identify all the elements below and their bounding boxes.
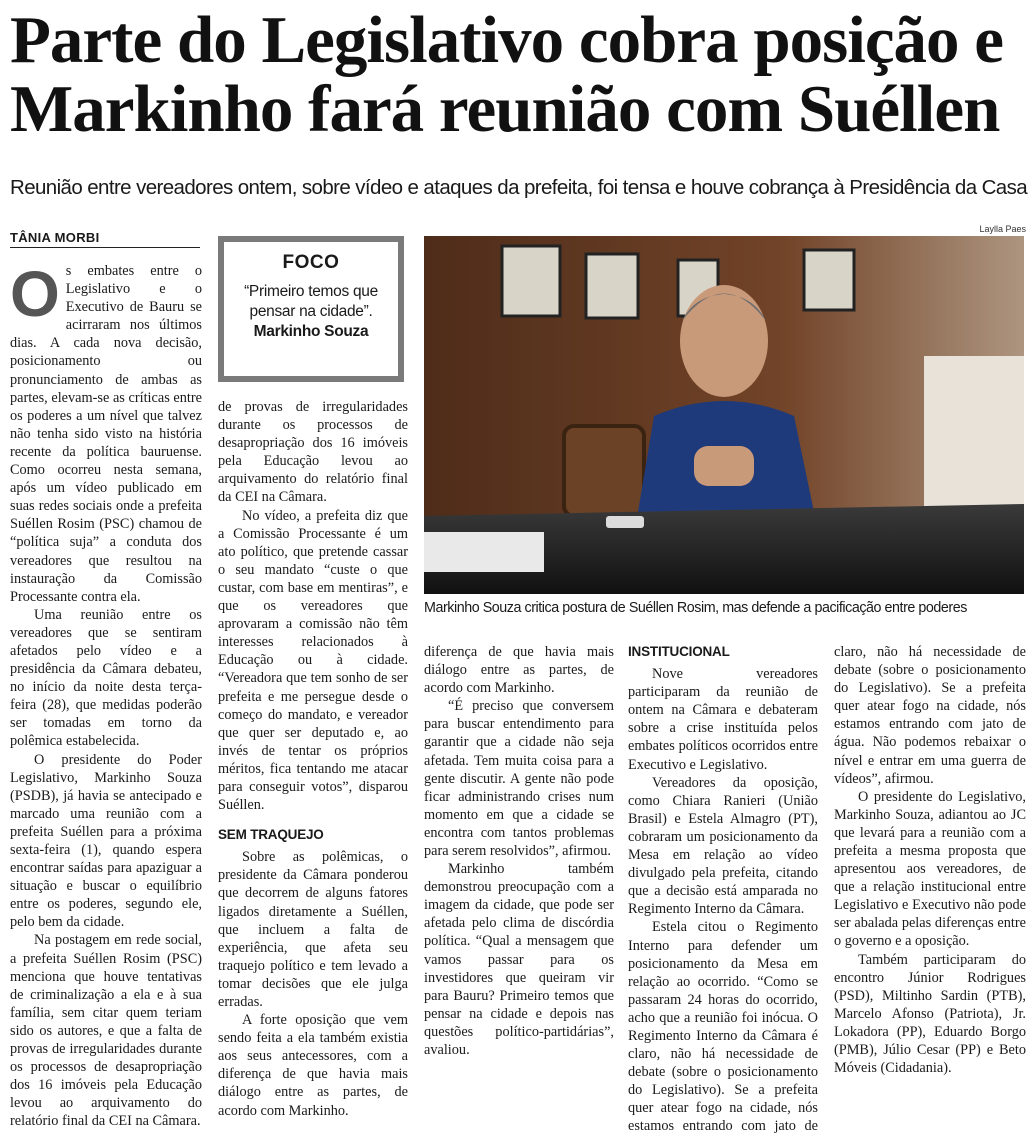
article-paragraph: diferença de que havia mais diálogo entre as partes, de acordo com Markinho. (424, 643, 614, 697)
article-paragraph: A forte oposição que vem sendo feita a ela também existia aos seus antecessores, com a diferença de que havia mais diálogo entre as partes, de acordo com Markinho. (218, 1012, 408, 1119)
article-column-4 (628, 643, 818, 1137)
article-paragraph: Sobre as polêmicas, o presidente da Câmara ponderou que decorrem de alguns fatores ligados diretamente a Suéllen, que incluem a falta de experiência, que afeta seu traquejo político e tem levado a tomar decisões que ele julga erradas. (218, 849, 408, 1010)
article-paragraph: O presidente do Legislativo, Markinho Souza, adiantou ao JC que levará para a reunião com a prefeita a mesma proposta que apresentou aos vereadores, de que a relação institucional entre Legislativo e Executivo não pode ser abalada pelas diferenças entre o governo e a oposição. (834, 788, 1026, 950)
drop-cap: O (10, 262, 60, 330)
article-paragraph: No vídeo, a prefeita diz que a Comissão Processante é um ato político, que pretende cassar o seu mandato “custe o que custar, com base em mentiras”, e que os vereadores que aprovaram a comissão não têm interesses relacionados à Educação ou à cidade. “Vereadora que tem sonho de ser prefeita e me persegue desde o começo do mandato, e vereador que quer ser deputado e, ao invés de tentar os próprios méritos, fica tentando me atacar para conseguir votos”, disparou Suéllen. (218, 507, 408, 814)
focus-quote: “Primeiro temos que pensar na cidade”. (244, 283, 378, 320)
article-column-2 (218, 398, 408, 1137)
focus-title: FOCO (282, 252, 340, 273)
photo-caption: Markinho Souza critica postura de Suéllen Rosim, mas defende a pacificação entre poderes (424, 600, 967, 616)
article-paragraph: Também participaram do encontro Júnior Rodrigues (PSD), Miltinho Sardin (PTB), Marcelo Afonso (Patriota), Jr. Lokadora (PP), Eduardo Borgo (PMB), Júlio Cesar (PP) e Beto Móveis (Cidadania). (834, 951, 1026, 1077)
photo-credit: Laylla Paes (979, 224, 1026, 234)
headline-line-2: Markinho fará reunião com Suéllen (10, 72, 1000, 146)
headline (10, 3, 1030, 146)
article-paragraph: Nove vereadores participaram da reunião de ontem na Câmara e debateram sobre a crise instituída pelos embates políticos ocorridos entre Executivo e Legislativo. (628, 666, 818, 773)
column-2-flow (218, 398, 408, 1120)
column-3-flow (424, 643, 614, 1059)
byline: TÂNIA MORBI (10, 230, 200, 248)
headline-line-1: Parte do Legislativo cobra posição e (10, 3, 1004, 77)
article-paragraph: Estela citou o Regimento Interno para defender um posicionamento da Mesa em relação ao ocorrido. “Como se passaram 24 horas do ocorrido, acho que a reunião foi inócua. O Regimento Interno da Câmara é claro, não há necessidade de debate (sobre o posicionamento do Legislativo). Se a prefeita quer atear fogo na cidade, nós estamos entrando com jato de (628, 919, 818, 1135)
article-paragraph: O presidente do Poder Legislativo, Markinho Souza (PSDB), já havia se antecipado e marcado uma reunião com a prefeita Suéllen para a próxima sexta-feira (1), quando espera encontrar saídas para apaziguar a situação e buscar o equilíbrio entre os poderes, segundo ele, pelo bem da cidade. (10, 751, 202, 931)
focus-box (218, 236, 404, 382)
article-paragraph: Vereadores da oposição, como Chiara Ranieri (União Brasil) e Estela Almagro (PT), cobraram um posicionamento da Mesa em relação ao vídeo divulgado pela prefeita, citando que a decisão está amparada no Regimento Interno da Câmara. (628, 774, 818, 918)
article-column-1 (10, 262, 202, 1137)
article-paragraph: “É preciso que conversem para buscar entendimento para garantir que a cidade não seja afetada. Tem muita coisa para a gente discutir. A gente não pode ficar administrando crises num momento em que a cidade se encontra com tantos problemas para serem resolvidos”, afirmou. (424, 698, 614, 860)
section-title-sem-traquejo: SEM TRAQUEJO (218, 827, 324, 843)
photo-illustration (424, 236, 1024, 594)
article-paragraph: claro, não há necessidade de debate (sobre o posicionamento do Legislativo). Se a prefeita quer atear fogo na cidade, nós estamos entrando com jato de água. Não podemos rebaixar o nível e entrar em uma guerra de vídeos”, afirmou. (834, 643, 1026, 787)
article-paragraph: Uma reunião entre os vereadores que se sentiram afetados pelo vídeo e a presidência da Câmara debateu, no início da noite desta terça-feira (28), que medidas poderão ser tomadas em torno da polêmica estabelecida. (10, 606, 202, 750)
article-paragraph: de provas de irregularidades durante os processos de desapropriação dos 16 imóveis pela Educação levou ao arquivamento do relatório final da CEI na Câmara. (218, 399, 408, 506)
subheadline: Reunião entre vereadores ontem, sobre vídeo e ataques da prefeita, foi tensa e houve cobrança à Presidência da Casa (10, 176, 1028, 199)
article-column-5 (834, 643, 1026, 1137)
article-column-3 (424, 643, 614, 1137)
focus-author: Markinho Souza (253, 323, 369, 340)
article-paragraph: Na postagem em rede social, a prefeita Suéllen Rosim (PSC) menciona que houve tentativas de criminalização a ela e à sua família, sem citar quem teriam sido os autores, e que a falta de provas de irregularidades durante os processos de desapropriação dos 16 imóveis pela Educação levou ao arquivamento do relatório final da CEI na Câmara. (10, 932, 202, 1130)
lead-paragraph: Os embates entre o Legislativo e o Executivo de Bauru se acirraram nos últimos dias. A cada nova decisão, posicionamento ou pronunciamento de ambas as partes, elevam-se as críticas entre os poderes a um nível que talvez não tenha sido visto na história recente da política bauruense. Como ocorreu nesta semana, após um vídeo publicado em suas redes sociais onde a prefeita Suéllen Rosim (PSC) chamou de “política suja” a conduta dos vereadores que resultou na instauração da Comissão Processante contra ela. (10, 262, 202, 605)
article-photo (424, 236, 1024, 594)
article-paragraph: Markinho também demonstrou preocupação com a imagem da cidade, que pode ser afetada pelo clima de discórdia política. “Qual a mensagem que vamos passar para os investidores que queiram vir para Bauru? Primeiro temos que pensar na cidade e depois nas questões político-partidárias”, avaliou. (424, 861, 614, 1059)
section-title-institucional: INSTITUCIONAL (628, 644, 730, 659)
